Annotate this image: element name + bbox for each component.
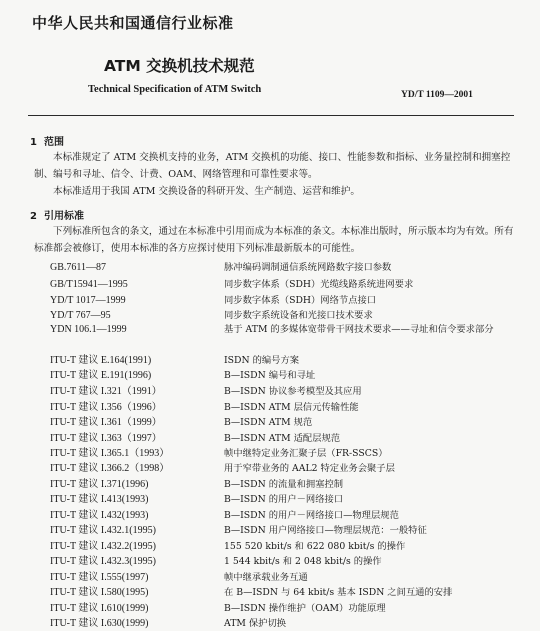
header-rule bbox=[28, 115, 514, 116]
reference-title: B—ISDN 的用户－网络接口—物理层规范 bbox=[224, 510, 399, 521]
reference-code: ITU-T 建议 I.361（1999） bbox=[50, 417, 162, 428]
reference-title: 在 B—ISDN 与 64 kbit/s 基本 ISDN 之间互通的安排 bbox=[224, 587, 453, 598]
reference-title: 1 544 kbit/s 和 2 048 kbit/s 的操作 bbox=[224, 556, 382, 567]
section-1-heading bbox=[30, 133, 64, 148]
reference-title: B—ISDN ATM 层信元传输性能 bbox=[224, 402, 359, 413]
reference-title: 同步数字体系（SDH）光缆线路系统进网要求 bbox=[224, 279, 414, 290]
reference-code: ITU-T 建议 I.630(1999) bbox=[50, 618, 149, 629]
reference-code: GB.7611—87 bbox=[50, 262, 107, 273]
reference-title: B—ISDN ATM 规范 bbox=[224, 417, 313, 428]
reference-title: B—ISDN ATM 适配层规范 bbox=[224, 433, 341, 444]
reference-code: ITU-T 建议 I.432.2(1995) bbox=[50, 541, 156, 552]
reference-code: ITU-T 建议 I.365.1（1993） bbox=[50, 448, 170, 459]
reference-code: YD/T 767—95 bbox=[50, 310, 111, 321]
reference-code: YDN 106.1—1999 bbox=[50, 324, 127, 335]
reference-code: ITU-T 建议 E.191(1996) bbox=[50, 370, 152, 381]
scope-paragraph-2: 本标准适用于我国 ATM 交换设备的科研开发、生产制造、运营和维护。 bbox=[53, 186, 360, 197]
reference-title: 脉冲编码调制通信系统网路数字接口参数 bbox=[224, 262, 392, 273]
reference-title: 帧中继特定业务汇聚子层（FR-SSCS） bbox=[224, 448, 388, 459]
reference-code: ITU-T 建议 I.432.3(1995) bbox=[50, 556, 156, 567]
reference-code: ITU-T 建议 I.366.2（1998） bbox=[50, 463, 170, 474]
reference-code: ITU-T 建议 I.610(1999) bbox=[50, 603, 149, 614]
org-title: 中华人民共和国通信行业标准 bbox=[32, 14, 234, 32]
section-number: 2 bbox=[30, 211, 37, 222]
reference-code: ITU-T 建议 I.321（1991） bbox=[50, 386, 162, 397]
reference-title: ISDN 的编号方案 bbox=[224, 355, 300, 366]
scope-paragraph-1: 本标准规定了 ATM 交换机支持的业务，ATM 交换机的功能、接口、性能参数和指标、业务量控制和拥塞控制、编号和寻址、信令、计费、OAM、网络管理和可靠性要求等。 bbox=[34, 152, 511, 180]
reference-code: GB/T15941—1995 bbox=[50, 279, 128, 290]
reference-code: ITU-T 建议 I.432(1993) bbox=[50, 510, 149, 521]
reference-title: B—ISDN 协议参考模型及其应用 bbox=[224, 386, 362, 397]
reference-title: B—ISDN 的流量和拥塞控制 bbox=[224, 479, 344, 490]
reference-title: 同步数字体系（SDH）网络节点接口 bbox=[224, 295, 377, 306]
reference-code: YD/T 1017—1999 bbox=[50, 295, 126, 306]
reference-title: 用于窄带业务的 AAL2 特定业务会聚子层 bbox=[224, 463, 395, 474]
references-intro: 下列标准所包含的条文，通过在本标准中引用而成为本标准的条文。本标准出版时，所示版本均为有效。所有标准都会被修订，使用本标准的各方应探讨使用下列标准最新版本的可能性。 bbox=[34, 226, 514, 254]
reference-code: ITU-T 建议 I.356（1996） bbox=[50, 402, 162, 413]
section-title: 范围 bbox=[44, 137, 64, 148]
standard-title: ATM 交换机技术规范 bbox=[104, 57, 255, 75]
section-number: 1 bbox=[30, 137, 37, 148]
reference-title: 155 520 kbit/s 和 622 080 kbit/s 的操作 bbox=[224, 541, 406, 552]
reference-code: ITU-T 建议 I.580(1995) bbox=[50, 587, 149, 598]
reference-title: B—ISDN 编号和寻址 bbox=[224, 370, 316, 381]
reference-title: ATM 保护切换 bbox=[224, 618, 287, 629]
reference-code: ITU-T 建议 I.363（1997） bbox=[50, 433, 162, 444]
reference-title: 帧中继承载业务互通 bbox=[224, 572, 308, 583]
reference-code: ITU-T 建议 I.555(1997) bbox=[50, 572, 149, 583]
standard-code: YD/T 1109—2001 bbox=[401, 90, 473, 100]
reference-title: B—ISDN 用户网络接口—物理层规范：一般特征 bbox=[224, 525, 427, 536]
section-2-heading bbox=[30, 207, 84, 222]
reference-title: 同步数字系统设备和光接口技术要求 bbox=[224, 310, 373, 321]
reference-code: ITU-T 建议 I.413(1993) bbox=[50, 494, 149, 505]
english-title: Technical Specification of ATM Switch bbox=[88, 84, 262, 95]
reference-code: ITU-T 建议 E.164(1991) bbox=[50, 355, 152, 366]
reference-code: ITU-T 建议 I.371(1996) bbox=[50, 479, 149, 490]
reference-title: B—ISDN 的用户－网络接口 bbox=[224, 494, 344, 505]
reference-title: B—ISDN 操作维护（OAM）功能原理 bbox=[224, 603, 386, 614]
section-title: 引用标准 bbox=[44, 211, 84, 222]
reference-code: ITU-T 建议 I.432.1(1995) bbox=[50, 525, 156, 536]
reference-title: 基于 ATM 的多媒体宽带骨干网技术要求——寻址和信令要求部分 bbox=[224, 324, 494, 335]
